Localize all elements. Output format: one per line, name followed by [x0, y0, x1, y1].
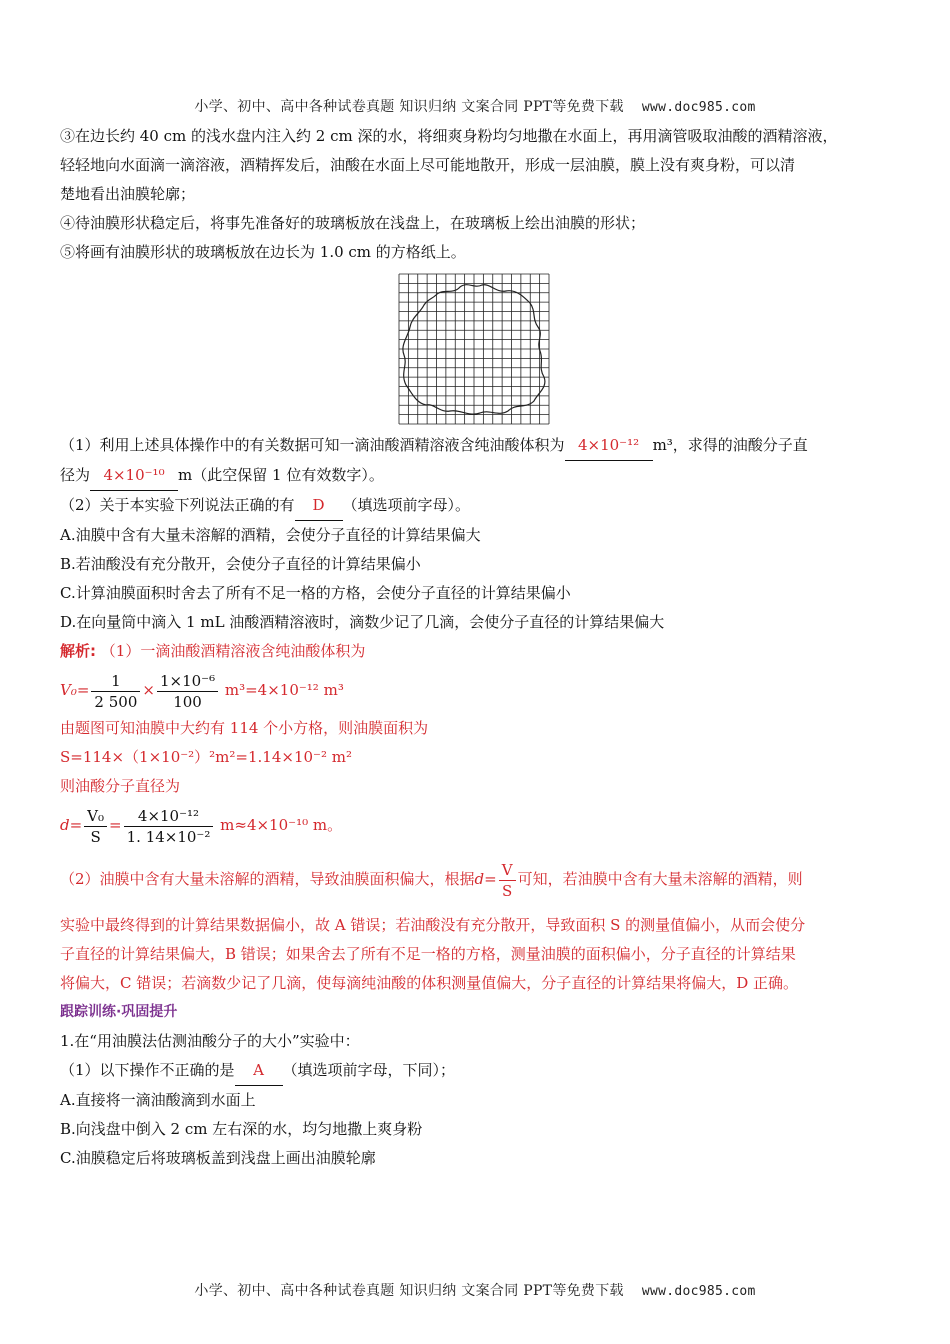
training-sub1-answer: A: [235, 1056, 283, 1086]
q2-text: （2）关于本实验下列说法正确的有: [60, 496, 295, 514]
analysis-b1-fraction: [499, 860, 516, 901]
eq1-lhs: V₀=: [60, 681, 90, 699]
question-1-line-2: [60, 461, 890, 491]
step-4: ④待油膜形状稳定后，将事先准备好的玻璃板放在浅盘上，在玻璃板上绘出油膜的形状；: [60, 214, 646, 232]
b1-frac-num: V: [499, 860, 516, 881]
grid-svg: [398, 273, 550, 425]
training-sub-1: [60, 1056, 890, 1086]
page-header: [0, 96, 950, 116]
q1-answer-diameter: 4×10⁻¹⁰: [90, 461, 178, 491]
eq1-times: ×: [142, 681, 155, 699]
equation-diameter: [60, 801, 890, 849]
eq1-fraction-2: [157, 671, 218, 712]
q2-answer: D: [295, 491, 343, 521]
eq1-fraction-1: [91, 671, 140, 712]
header-url: www.doc985.com: [641, 100, 756, 115]
training-option-c: C.油膜稳定后将玻璃板盖到浅盘上画出油膜轮廓: [60, 1149, 376, 1167]
training-sub1-post: （填选项前字母，下同）；: [282, 1061, 456, 1079]
training-heading: 跟踪训练·巩固提升: [60, 1004, 178, 1020]
eq1-f1-num: 1: [91, 671, 140, 692]
question-2: [60, 491, 890, 521]
analysis-line-1: [60, 637, 890, 666]
training-option-b: B.向浅盘中倒入 2 cm 左右深的水，均匀地撒上爽身粉: [60, 1120, 423, 1138]
eq3-lhs: d=: [60, 816, 83, 834]
q2-option-b: B.若油酸没有充分散开，会使分子直径的计算结果偏小: [60, 555, 421, 573]
step-3-line-2: 轻轻地向水面滴一滴溶液，酒精挥发后，油酸在水面上尽可能地散开，形成一层油膜，膜上没有爽身粉，可以清: [60, 156, 796, 174]
eq3-f2-num: 4×10⁻¹²: [124, 806, 214, 827]
q1-text: （1）利用上述具体操作中的有关数据可知一滴油酸酒精溶液含纯油酸体积为: [60, 436, 565, 454]
analysis-text-1: （1）一滴油酸酒精溶液含纯油酸体积为: [100, 642, 366, 660]
analysis-part-2-line-4: 将偏大，C 错误；若滴数少记了几滴，使每滴纯油酸的体积测量值偏大，分子直径的计算结果将偏大，D 正确。: [60, 974, 799, 992]
analysis-line-2: 由题图可知油膜中大约有 114 个小方格，则油膜面积为: [60, 719, 429, 737]
analysis-b1-post: 可知，若油膜中含有大量未溶解的酒精，则: [517, 870, 803, 888]
eq1-f1-den: 2 500: [94, 692, 138, 711]
q2-option-a: A.油膜中含有大量未溶解的酒精，会使分子直径的计算结果偏大: [60, 526, 481, 544]
header-text: 小学、初中、高中各种试卷真题 知识归纳 文案合同 PPT等免费下载: [194, 99, 624, 115]
q2-text-post: （填选项前字母）。: [342, 496, 471, 514]
eq3-f2-den: 1. 14×10⁻²: [126, 827, 211, 846]
eq1-rhs: m³=4×10⁻¹² m³: [224, 681, 344, 699]
analysis-part-2-line-1: [60, 855, 890, 903]
equation-area: S=114×（1×10⁻²）²m²=1.14×10⁻² m²: [60, 748, 352, 766]
training-option-a: A.直接将一滴油酸滴到水面上: [60, 1091, 256, 1109]
analysis-line-3: 则油酸分子直径为: [60, 777, 181, 795]
b1-frac-den: S: [502, 881, 513, 900]
q1-text-post: m（此空保留 1 位有效数字）。: [178, 466, 384, 484]
eq3-fraction-2: [124, 806, 214, 847]
eq3-f1-num: V₀: [84, 806, 107, 827]
q2-option-c: C.计算油膜面积时舍去了所有不足一格的方格，会使分子直径的计算结果偏小: [60, 584, 571, 602]
page-footer: [0, 1280, 950, 1300]
step-5: ⑤将画有油膜形状的玻璃板放在边长为 1.0 cm 的方格纸上。: [60, 243, 466, 261]
eq3-f1-den: S: [90, 827, 101, 846]
footer-text: 小学、初中、高中各种试卷真题 知识归纳 文案合同 PPT等免费下载: [194, 1283, 624, 1299]
equation-volume: [60, 666, 890, 714]
footer-url: www.doc985.com: [641, 1284, 756, 1299]
eq1-f2-num: 1×10⁻⁶: [157, 671, 218, 692]
oil-film-grid-figure: [398, 273, 550, 425]
training-sub1-text: （1）以下操作不正确的是: [60, 1061, 235, 1079]
analysis-b1-pre: （2）油膜中含有大量未溶解的酒精，导致油膜面积偏大，根据: [60, 870, 475, 888]
q1-text-l2: 径为: [60, 466, 91, 484]
training-question-1: 1.在“用油膜法估测油酸分子的大小”实验中：: [60, 1032, 360, 1050]
eq1-f2-den: 100: [173, 692, 202, 711]
q2-option-d: D.在向量筒中滴入 1 mL 油酸酒精溶液时，滴数少记了几滴，会使分子直径的计算结果偏大: [60, 613, 665, 631]
step-3-line-1: ③在边长约 40 cm 的浅水盘内注入约 2 cm 深的水，将细爽身粉均匀地撒在水面上，再用滴管吸取油酸的酒精溶液，: [60, 127, 838, 145]
question-1-line-1: [60, 431, 890, 461]
eq3-fraction-1: [84, 806, 107, 847]
eq3-rhs: m≈4×10⁻¹⁰ m。: [220, 816, 343, 834]
eq3-equals: =: [109, 816, 122, 834]
analysis-part-2-line-2: 实验中最终得到的计算结果数据偏小，故 A 错误；若油酸没有充分散开，导致面积 S 的测量值偏小，从而会使分: [60, 916, 806, 934]
step-3-line-3: 楚地看出油膜轮廓；: [60, 185, 196, 203]
q1-text-mid: m³，求得的油酸分子直: [652, 436, 808, 454]
analysis-part-2-line-3: 子直径的计算结果偏大，B 错误；如果舍去了所有不足一格的方格，测量油膜的面积偏小，分子直径的计算结果: [60, 945, 796, 963]
document-body: [60, 122, 890, 1173]
analysis-b1-d: d=: [474, 870, 497, 888]
analysis-label: 解析:: [60, 642, 96, 660]
q1-answer-volume: 4×10⁻¹²: [565, 431, 653, 461]
